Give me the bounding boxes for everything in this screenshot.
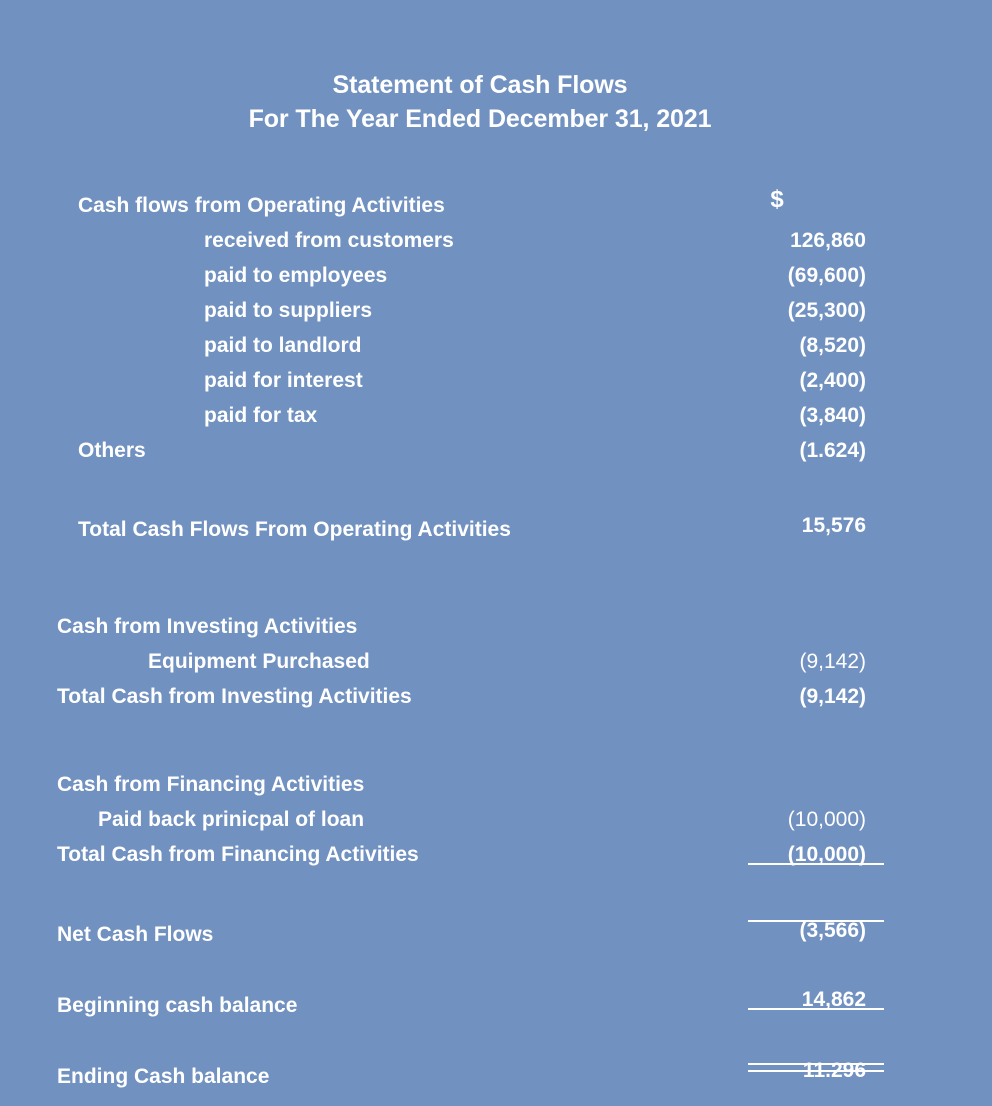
- net-cash-flows-label: Net Cash Flows: [57, 923, 214, 946]
- paid-to-landlord-value: (8,520): [799, 334, 866, 357]
- statement-title: [0, 68, 960, 136]
- row-total-investing: [0, 679, 992, 714]
- others-label: Others: [78, 439, 146, 462]
- net-cash-flows-value: (3,566): [799, 919, 866, 942]
- title-line-2: For The Year Ended December 31, 2021: [248, 105, 712, 133]
- row-financing-heading: [0, 767, 992, 802]
- equipment-purchased-value: (9,142): [799, 650, 866, 673]
- spacer-before-net: [0, 872, 992, 917]
- paid-to-landlord-label: paid to landlord: [204, 334, 362, 357]
- statement-body: [0, 188, 992, 1094]
- operating-heading: Cash flows from Operating Activities: [78, 194, 445, 217]
- rule-below-net-cash-flows: [748, 920, 884, 922]
- ending-balance-label: Ending Cash balance: [57, 1065, 270, 1088]
- spacer-after-others: [0, 468, 992, 512]
- spacer-before-financing: [0, 714, 992, 767]
- paid-for-interest-label: paid for interest: [204, 369, 363, 392]
- total-investing-label: Total Cash from Investing Activities: [57, 685, 412, 708]
- paid-to-suppliers-label: paid to suppliers: [204, 299, 373, 322]
- rule-double-below-ending-balance: [748, 1063, 884, 1072]
- ending-balance-value: 11.296: [802, 1059, 866, 1082]
- paid-for-interest-value: (2,400): [799, 369, 866, 392]
- total-financing-value: (10,000): [787, 843, 866, 866]
- paid-for-tax-label: paid for tax: [204, 404, 318, 427]
- row-beginning-balance: [0, 988, 992, 1023]
- row-paid-to-landlord: [0, 328, 992, 363]
- beginning-balance-value: 14,862: [801, 988, 866, 1011]
- received-from-customers-label: received from customers: [204, 229, 454, 252]
- total-operating-value: 15,576: [801, 514, 866, 537]
- total-financing-label: Total Cash from Financing Activities: [57, 843, 419, 866]
- paid-to-employees-label: paid to employees: [204, 264, 388, 287]
- row-others: [0, 433, 992, 468]
- paid-to-employees-value: (69,600): [787, 264, 866, 287]
- row-total-financing: [0, 837, 992, 872]
- row-paid-for-interest: [0, 363, 992, 398]
- row-received-from-customers: [0, 223, 992, 258]
- currency-header: $: [770, 186, 784, 213]
- investing-heading: Cash from Investing Activities: [57, 615, 358, 638]
- financing-heading: Cash from Financing Activities: [57, 773, 365, 796]
- beginning-balance-label: Beginning cash balance: [57, 994, 298, 1017]
- total-operating-label: Total Cash Flows From Operating Activities: [78, 518, 511, 541]
- paid-back-principal-label: Paid back prinicpal of loan: [98, 808, 365, 831]
- row-paid-to-employees: [0, 258, 992, 293]
- paid-for-tax-value: (3,840): [799, 404, 866, 427]
- title-line-1: Statement of Cash Flows: [332, 71, 628, 99]
- row-net-cash-flows: [0, 917, 992, 952]
- row-operating-heading: [0, 188, 992, 223]
- spacer-before-investing: [0, 547, 992, 609]
- equipment-purchased-label: Equipment Purchased: [148, 650, 370, 673]
- received-from-customers-value: 126,860: [790, 229, 866, 252]
- others-value: (1.624): [799, 439, 866, 462]
- total-investing-value: (9,142): [799, 685, 866, 708]
- row-paid-back-principal: [0, 802, 992, 837]
- row-equipment-purchased: [0, 644, 992, 679]
- rule-above-net-cash-flows: [748, 863, 884, 865]
- row-paid-for-tax: [0, 398, 992, 433]
- row-paid-to-suppliers: [0, 293, 992, 328]
- paid-back-principal-value: (10,000): [787, 808, 866, 831]
- row-investing-heading: [0, 609, 992, 644]
- rule-above-ending-balance: [748, 1008, 884, 1010]
- paid-to-suppliers-value: (25,300): [787, 299, 866, 322]
- row-total-operating: [0, 512, 992, 547]
